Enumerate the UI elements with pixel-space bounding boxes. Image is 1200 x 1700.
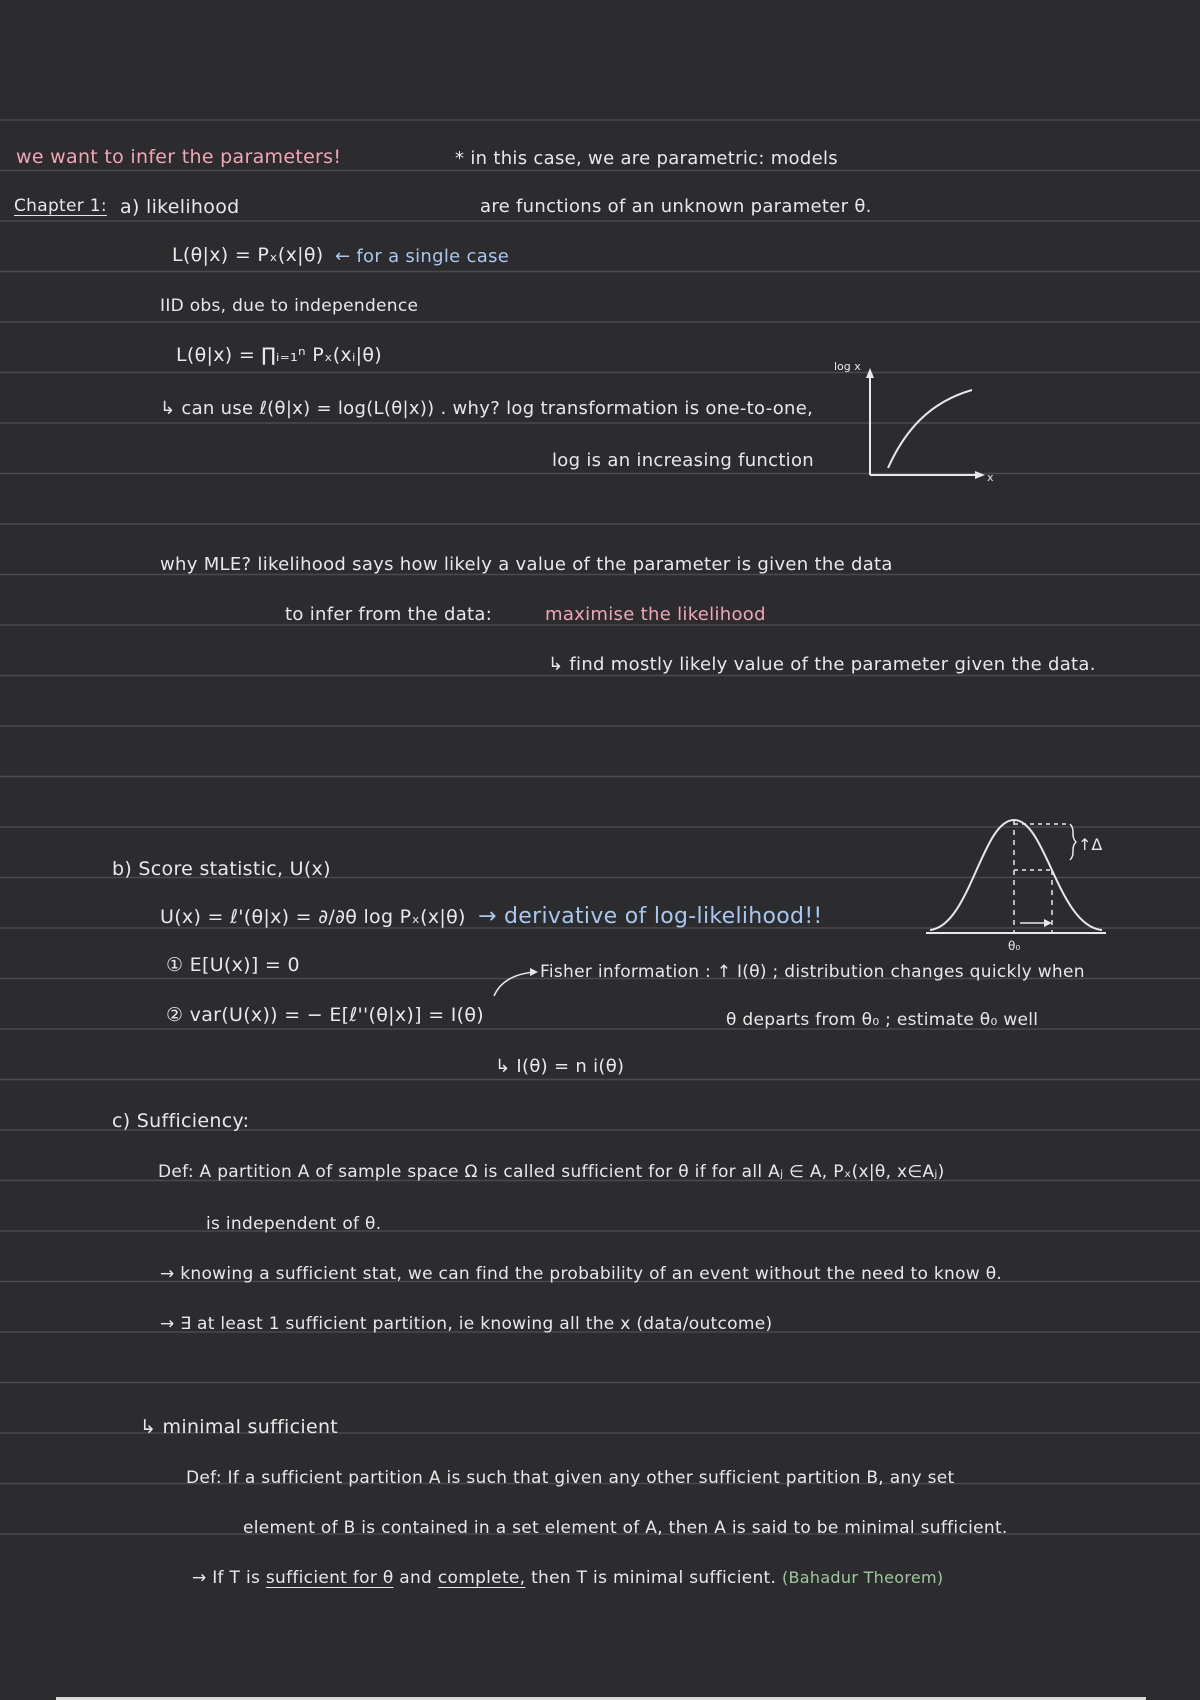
minimal-theorem xyxy=(192,1570,943,1587)
score-prop2: ② var(U(x)) = − E[ℓ''(θ|x)] = I(θ) xyxy=(166,1004,485,1026)
sufficiency-heading: c) Sufficiency: xyxy=(112,1110,250,1132)
sufficiency-def-line2: is independent of θ. xyxy=(206,1214,382,1234)
likelihood-heading: a) likelihood xyxy=(120,196,240,218)
theorem-sufficient: sufficient for θ xyxy=(265,1568,394,1588)
log-graph-y-label: log x xyxy=(834,360,861,373)
likelihood-iid-line: IID obs, due to independence xyxy=(160,296,419,316)
likelihood-formula-single: L(θ|x) = Pₓ(x|θ) xyxy=(172,244,324,266)
mle-maximise: maximise the likelihood xyxy=(545,604,766,625)
score-def: U(x) = ℓ'(θ|x) = ∂/∂θ log Pₓ(x|θ) xyxy=(160,906,466,928)
bell-curve-graph xyxy=(920,800,1120,960)
fisher-n: ↳ I(θ) = n i(θ) xyxy=(495,1056,625,1077)
fisher-line2: θ departs from θ₀ ; estimate θ₀ well xyxy=(726,1010,1039,1030)
intro-note-line2: are functions of an unknown parameter θ. xyxy=(480,196,872,217)
delta-brace xyxy=(1070,824,1076,860)
intro-note-line1: * in this case, we are parametric: models xyxy=(455,148,838,169)
bell-curve xyxy=(930,820,1102,930)
fisher-line1: Fisher information : ↑ I(θ) ; distribution changes quickly when xyxy=(540,962,1085,982)
theorem-name: (Bahadur Theorem) xyxy=(781,1568,944,1587)
theorem-rest: then T is minimal sufficient. xyxy=(531,1568,777,1588)
shift-arrowhead xyxy=(1044,919,1052,927)
minimal-def-line1: Def: If a sufficient partition A is such that given any other sufficient partition B, any set xyxy=(186,1468,955,1488)
mle-find: ↳ find mostly likely value of the parameter given the data. xyxy=(548,654,1096,675)
theorem-complete: complete, xyxy=(437,1568,526,1588)
log-graph xyxy=(820,350,1000,490)
log-graph-x-arrow xyxy=(975,471,985,479)
likelihood-single-note: ← for a single case xyxy=(335,246,510,267)
sufficiency-point1: → knowing a sufficient stat, we can find the probability of an event without the need to know θ. xyxy=(160,1264,1003,1284)
log-graph-y-arrow xyxy=(866,368,874,378)
score-prop1: ① E[U(x)] = 0 xyxy=(166,954,300,976)
intro-goal: we want to infer the parameters! xyxy=(16,146,342,168)
minimal-def-line2: element of B is contained in a set element of A, then A is said to be minimal sufficient. xyxy=(243,1518,1008,1538)
delta-label: ↑Δ xyxy=(1078,835,1103,854)
sufficiency-def-line1: Def: A partition A of sample space Ω is called sufficient for θ if for all Aⱼ ∈ A, Pₓ(x|θ, x∈Aⱼ) xyxy=(158,1162,945,1182)
score-def-note: → derivative of log-likelihood!! xyxy=(478,904,823,929)
chapter-label: Chapter 1: xyxy=(14,196,107,216)
theorem-prefix: → If T is xyxy=(192,1568,261,1588)
minimal-heading: ↳ minimal sufficient xyxy=(140,1416,339,1438)
likelihood-log-use: ↳ can use ℓ(θ|x) = log(L(θ|x)) . why? log transformation is one-to-one, xyxy=(160,398,814,419)
theorem-and: and xyxy=(399,1568,433,1588)
log-graph-x-label: x xyxy=(987,471,994,484)
theta0-label: θ₀ xyxy=(1008,939,1021,953)
fisher-arrow xyxy=(490,960,540,1000)
likelihood-formula-iid: L(θ|x) = ∏ᵢ₌₁ⁿ Pₓ(xᵢ|θ) xyxy=(176,344,382,366)
sufficiency-point2: → ∃ at least 1 sufficient partition, ie knowing all the x (data/outcome) xyxy=(160,1314,773,1334)
likelihood-log-reason: log is an increasing function xyxy=(552,450,815,471)
score-heading: b) Score statistic, U(x) xyxy=(112,858,331,880)
mle-infer: to infer from the data: xyxy=(285,604,493,625)
mle-question: why MLE? likelihood says how likely a value of the parameter is given the data xyxy=(160,554,893,575)
log-curve xyxy=(888,390,972,468)
